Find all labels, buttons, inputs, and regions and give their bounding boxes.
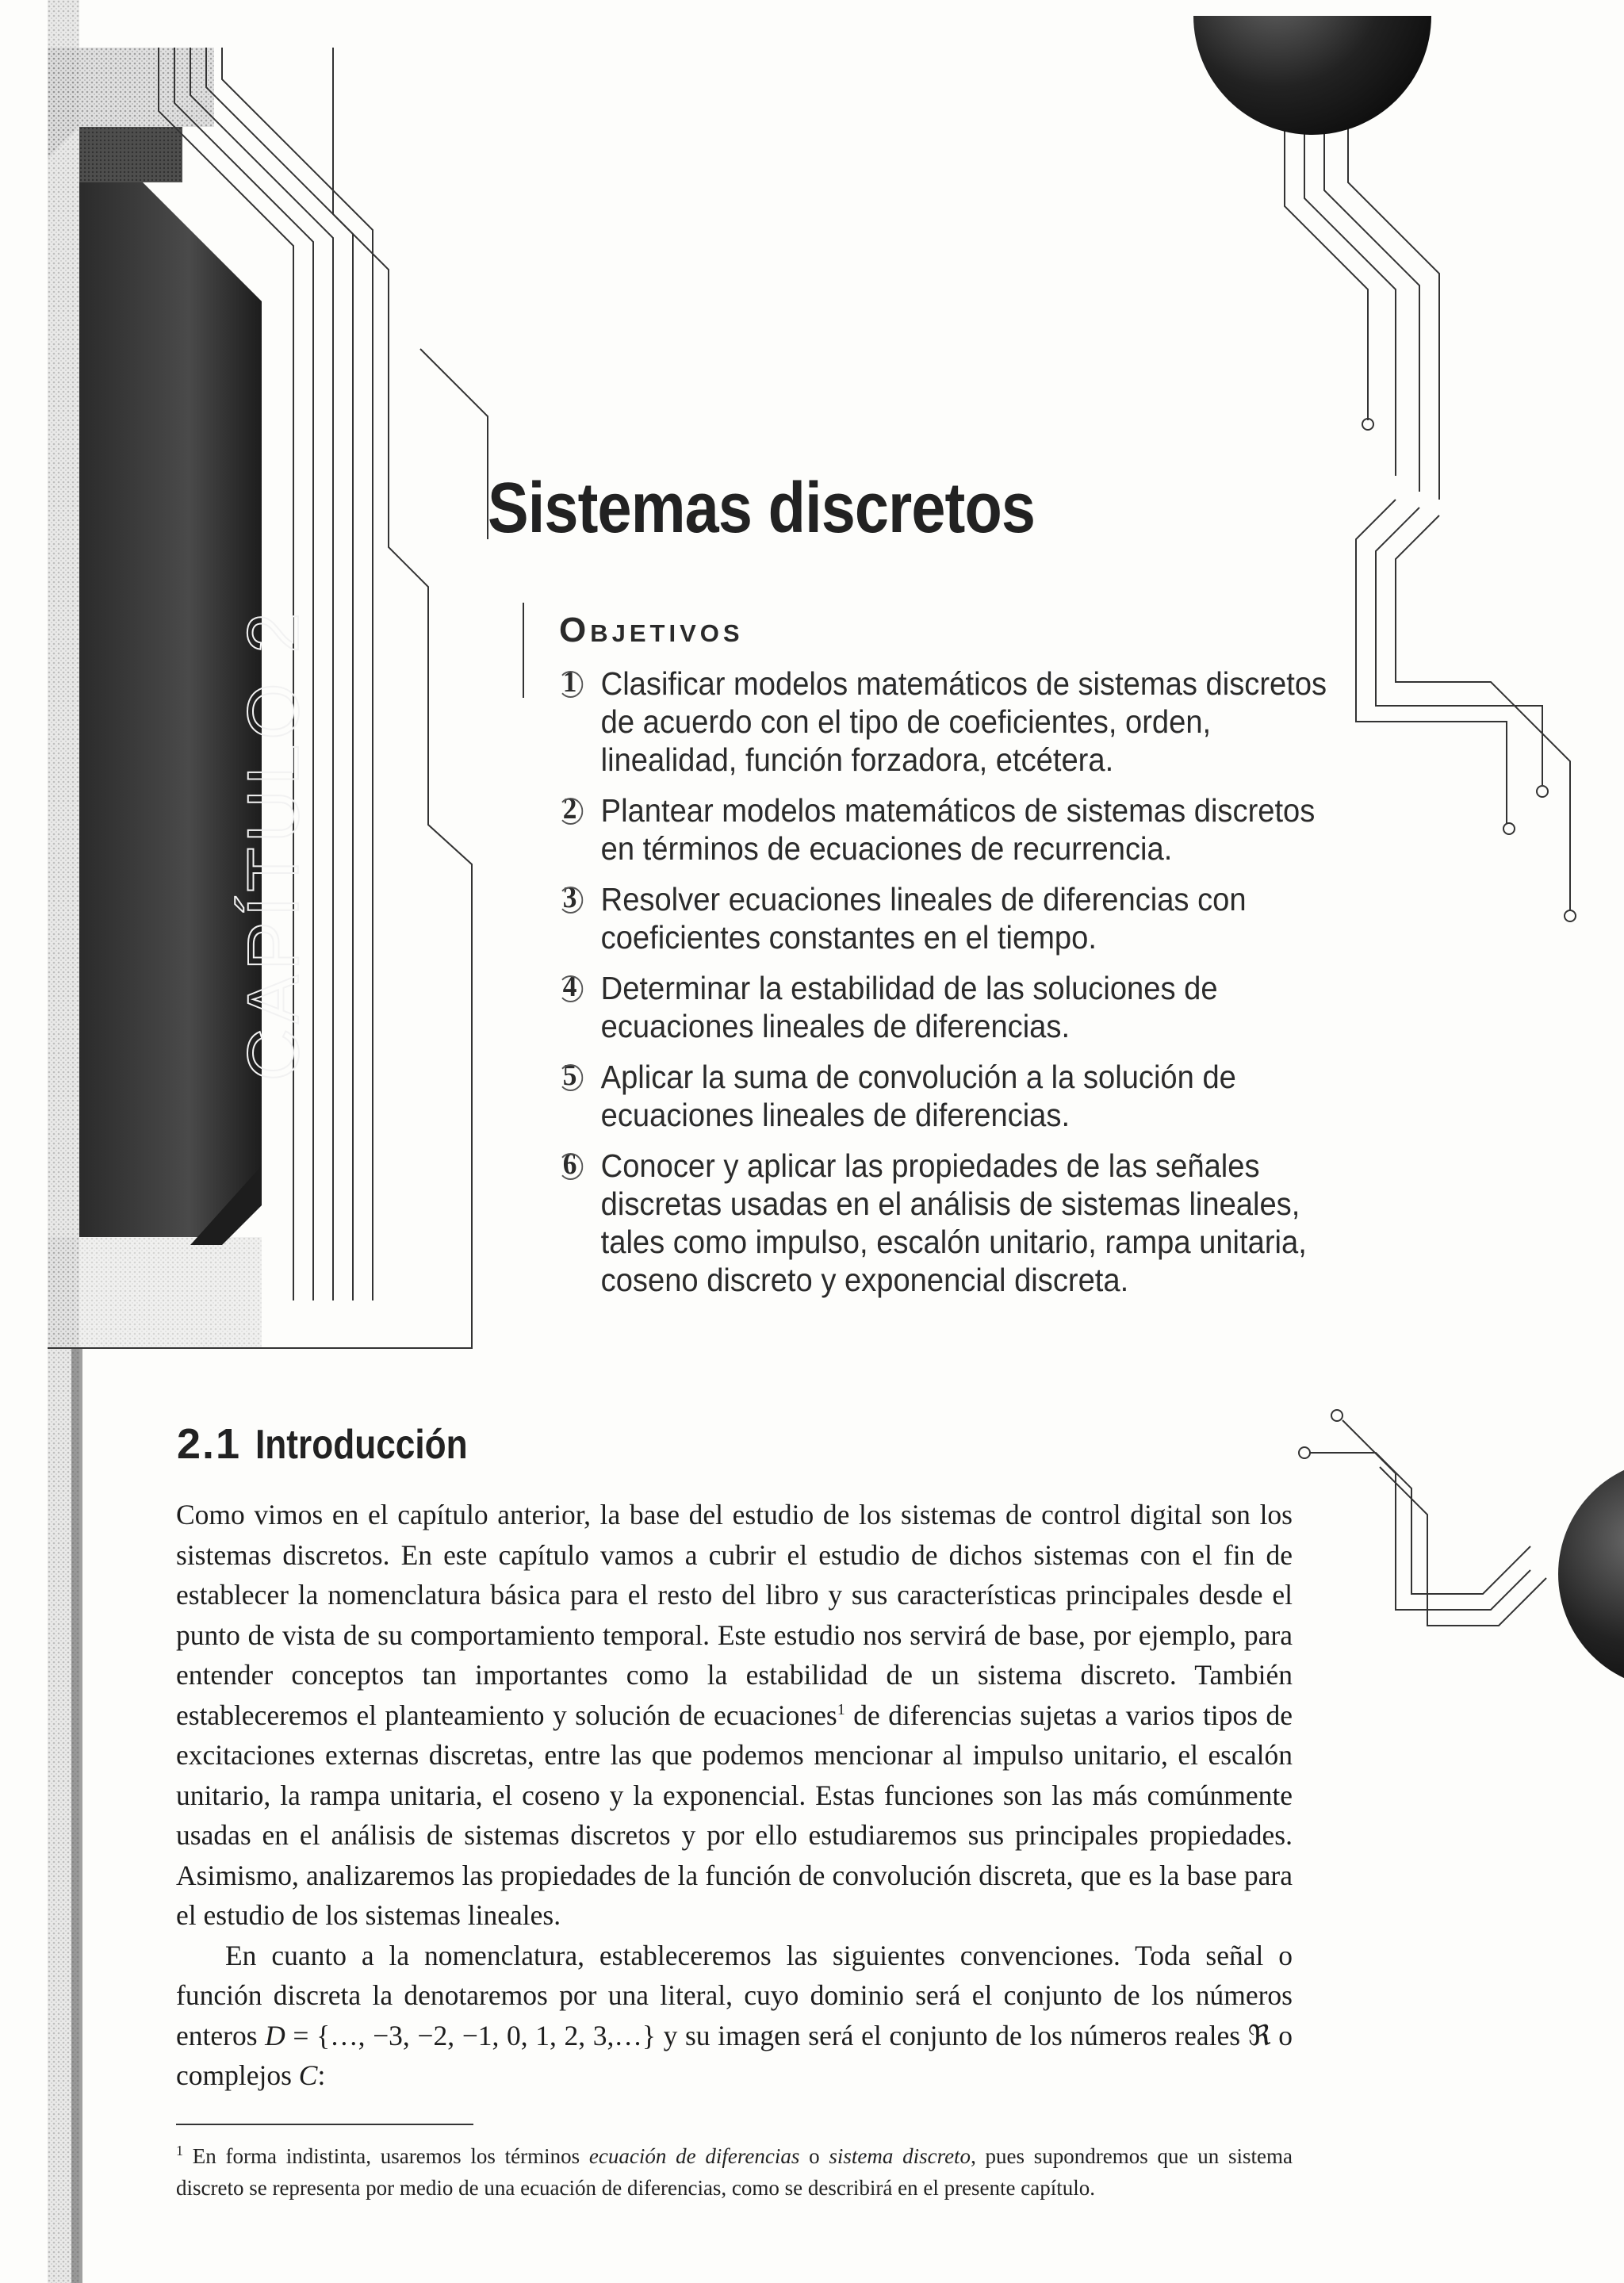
objective-item (555, 969, 1339, 1045)
paragraph-2 (176, 1936, 1293, 2096)
objective-number-3: 3 (555, 882, 584, 914)
domain-variable: D (265, 2019, 285, 2051)
integer-set-expression: = {…, −3, −2, −1, 0, 1, 2, 3,…} (285, 2019, 656, 2051)
objective-number-5: 5 (555, 1059, 584, 1091)
footnote-text-b: o (799, 2144, 829, 2168)
objective-text: Resolver ecuaciones lineales de diferencias con coeficientes constantes en el tiempo. (600, 881, 1247, 956)
objective-text: Aplicar la suma de convolución a la solución de ecuaciones lineales de diferencias. (600, 1059, 1236, 1133)
paragraph-1 (176, 1495, 1293, 1936)
footnote-term-1: ecuación de diferencias (588, 2144, 800, 2168)
objective-number-2: 2 (555, 793, 584, 825)
paragraph-1-text-cont: de diferencias sujetas a varios tipos de excitaciones externas discretas, entre las que podemos mencionar al impulso unitario, el escalón unitario, la rampa unitaria, el coseno y la exponencial. Estas funciones son las más comúnmente usadas en el análisis de sistemas discretos y por ello estudiaremos sus principales propiedades. Asimismo, analizaremos las propiedades de la función de convolución discreta, que es la base para el estudio de los sistemas lineales. (176, 1699, 1293, 1931)
footnote-divider (176, 2124, 473, 2125)
chapter-tab-label: CAPÍTULO 2 (233, 607, 314, 1082)
footnote-text-a: En forma indistinta, usaremos los términos (192, 2144, 589, 2168)
objective-text: Determinar la estabilidad de las soluciones de ecuaciones lineales de diferencias. (600, 970, 1218, 1044)
footnote (176, 2135, 1293, 2204)
footnote-reference[interactable]: 1 (837, 1700, 845, 1718)
objective-number-6: 6 (555, 1148, 584, 1180)
objective-item (555, 1058, 1339, 1134)
footnote-marker: 1 (176, 2143, 183, 2159)
paragraph-2-text-d: : (317, 2059, 326, 2091)
body-text (176, 1495, 1293, 2096)
paragraph-2-text-b: y su imagen será el conjunto de los números reales (655, 2019, 1248, 2051)
objective-item (555, 791, 1339, 868)
objective-text: Clasificar modelos matemáticos de sistemas discretos de acuerdo con el tipo de coeficientes, orden, linealidad, función forzadora, etcétera. (600, 665, 1327, 778)
paragraph-1-text: Como vimos en el capítulo anterior, la base del estudio de los sistemas de control digital son los sistemas discretos. En este capítulo vamos a cubrir el estudio de dichos sistemas con el fin de establecer la nomenclatura básica para el resto del libro y sus características principales desde el punto de vista de su comportamiento temporal. Este estudio nos servirá de base, por ejemplo, para entender conceptos tan importantes como la estabilidad de un sistema discreto. También estableceremos el planteamiento y solución de ecuaciones (176, 1499, 1293, 1731)
paragraph-2-text: En cuanto a la nomenclatura, estableceremos las siguientes convenciones. Toda señal o función discreta la denotaremos por una literal, cuyo dominio será el conjunto de los números enteros (176, 1939, 1293, 2051)
reals-symbol: ℜ (1247, 2019, 1271, 2051)
section-title: Introducción (255, 1422, 468, 1468)
footnote-term-2: sistema discreto (829, 2144, 971, 2168)
objectives-list (555, 665, 1327, 1312)
complex-variable: C (298, 2059, 318, 2091)
objective-text: Plantear modelos matemáticos de sistemas discretos en términos de ecuaciones de recurrencia. (600, 792, 1316, 867)
objective-item (555, 1147, 1339, 1299)
section-number: 2.1 (177, 1420, 242, 1468)
section-heading (177, 1419, 505, 1469)
objective-item (555, 880, 1339, 956)
objective-text: Conocer y aplicar las propiedades de las señales discretas usadas en el análisis de sistemas lineales, tales como impulso, escalón unitario, rampa unitaria, coseno discreto y exponencial discreta. (600, 1147, 1307, 1298)
paragraph-2-text-c: o complejos (176, 2019, 1293, 2091)
chapter-title: Sistemas discretos (488, 469, 1036, 548)
objectives-heading: Objetivos (559, 611, 744, 649)
objective-number-1: 1 (555, 666, 584, 698)
objective-item (555, 665, 1339, 779)
objective-number-4: 4 (555, 971, 584, 1002)
footnote-text-c: , pues supondremos que un sistema discreto se representa por medio de una ecuación de diferencias, como se describirá en el presente capítulo. (176, 2144, 1293, 2200)
